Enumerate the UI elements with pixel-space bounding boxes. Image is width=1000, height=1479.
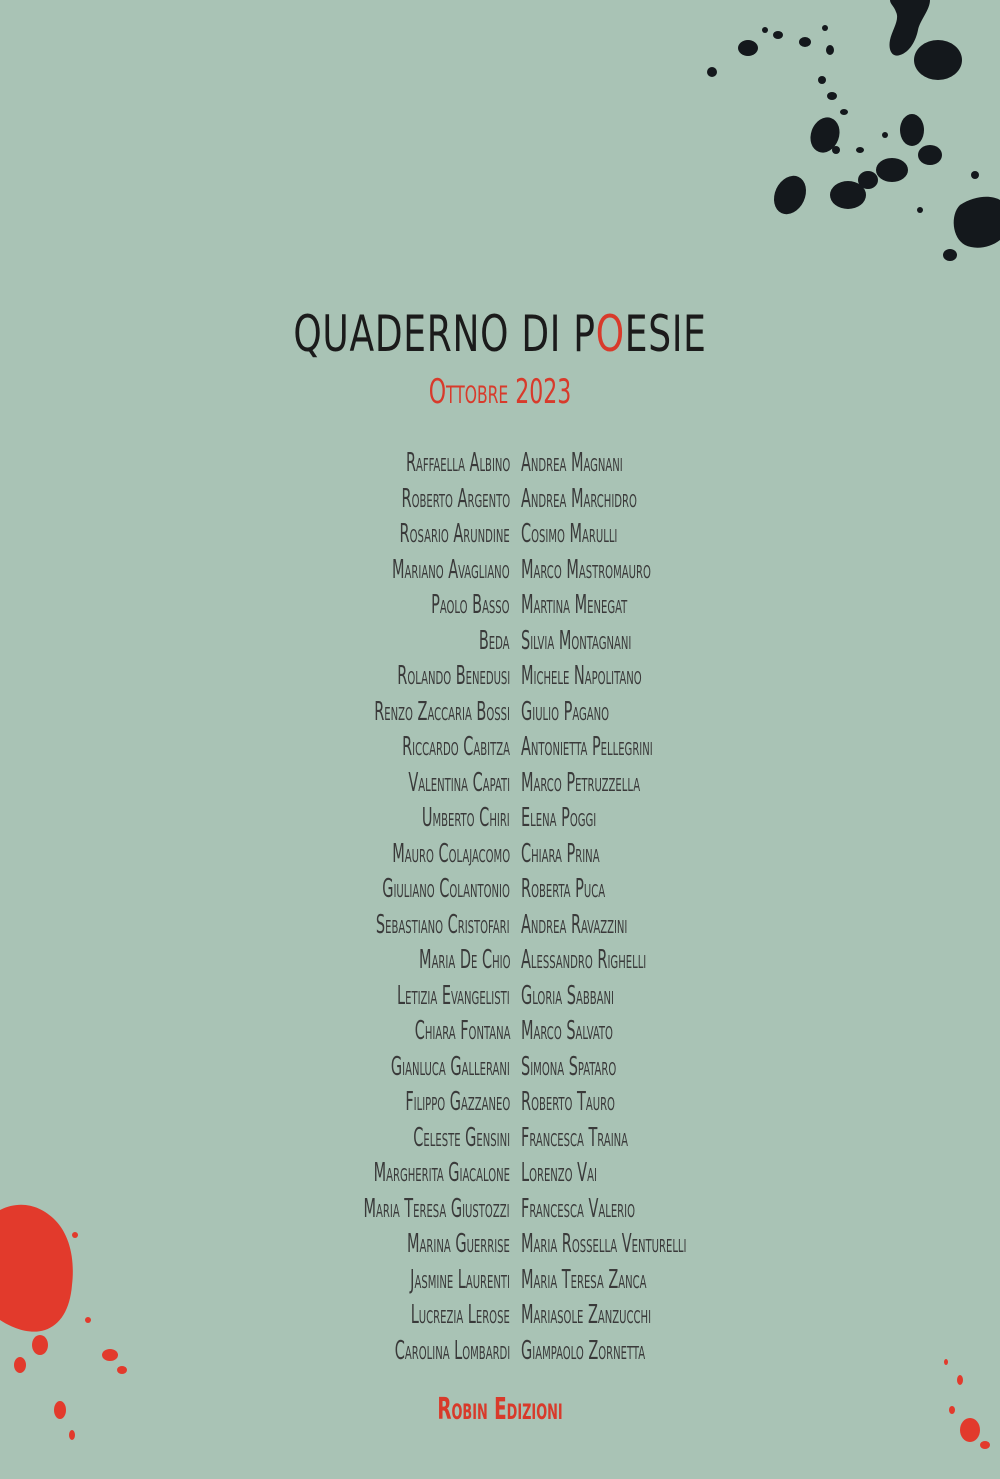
author-name-right: Chiara Prina	[521, 838, 600, 869]
author-name-right: Alessandro Righelli	[521, 945, 647, 975]
author-row	[0, 517, 1000, 552]
author-name-left: Maria Teresa Giustozzi	[363, 1193, 510, 1224]
author-name-left: Riccardo Cabitza	[402, 732, 510, 762]
author-name-left: Gianluca Gallerani	[391, 1051, 510, 1082]
author-name-left: Chiara Fontana	[414, 1016, 510, 1046]
author-list	[0, 446, 1000, 1371]
book-title	[140, 296, 860, 372]
author-row	[0, 943, 1000, 978]
title-main: QUADERNO DI P	[293, 305, 596, 363]
author-name-left: Celeste Gensini	[413, 1122, 510, 1153]
author-row	[0, 1085, 1000, 1120]
author-name-left: Rolando Benedusi	[396, 661, 510, 691]
author-name-right: Francesca Valerio	[521, 1193, 636, 1224]
author-name-right: Marco Salvato	[521, 1016, 613, 1046]
author-row	[0, 1334, 1000, 1369]
title-end: ESIE	[624, 305, 707, 363]
publisher-name: Robin Edizioni	[437, 1392, 563, 1427]
author-row	[0, 659, 1000, 694]
author-name-left: Marina Guerrise	[407, 1229, 510, 1259]
author-row	[0, 624, 1000, 659]
author-row	[0, 482, 1000, 517]
author-row	[0, 1227, 1000, 1262]
author-name-right: Antonietta Pellegrini	[521, 732, 653, 762]
author-row	[0, 446, 1000, 481]
author-name-left: Jasmine Laurenti	[410, 1264, 510, 1295]
author-name-left: Umberto Chiri	[422, 803, 510, 833]
author-row	[0, 1263, 1000, 1298]
author-name-right: Elena Poggi	[521, 803, 597, 833]
author-row	[0, 553, 1000, 588]
author-row	[0, 588, 1000, 623]
author-name-left: Carolina Lombardi	[394, 1335, 510, 1366]
author-name-right: Andrea Magnani	[521, 448, 623, 478]
author-name-right: Cosimo Marulli	[521, 519, 618, 549]
author-row	[0, 695, 1000, 730]
author-name-left: Rosario Arundine	[399, 519, 510, 549]
author-row	[0, 1192, 1000, 1227]
author-row	[0, 1014, 1000, 1049]
author-row	[0, 801, 1000, 836]
author-name-right: Maria Teresa Zanca	[521, 1264, 647, 1295]
author-name-left: Roberto Argento	[401, 483, 510, 514]
author-name-right: Giulio Pagano	[521, 696, 610, 727]
author-name-right: Michele Napolitano	[521, 661, 642, 691]
author-name-left: Letizia Evangelisti	[397, 980, 510, 1011]
author-name-left: Beda	[479, 625, 510, 656]
author-name-right: Mariasole Zanzucchi	[521, 1300, 652, 1330]
author-row	[0, 1050, 1000, 1085]
author-row	[0, 766, 1000, 801]
author-name-right: Giampaolo Zornetta	[521, 1335, 646, 1366]
author-name-right: Francesca Traina	[521, 1122, 629, 1153]
author-name-right: Andrea Marchidro	[521, 483, 637, 514]
author-name-right: Maria Rossella Venturelli	[521, 1229, 687, 1259]
author-row	[0, 1298, 1000, 1333]
author-name-left: Renzo Zaccaria Bossi	[374, 696, 510, 727]
author-name-left: Margherita Giacalone	[373, 1158, 510, 1188]
author-name-right: Marco Petruzzella	[521, 767, 641, 798]
author-row	[0, 837, 1000, 872]
author-name-right: Marco Mastromauro	[521, 554, 651, 585]
author-name-right: Gloria Sabbani	[521, 980, 614, 1011]
edition-date: Ottobre 2023	[428, 372, 572, 412]
author-name-right: Roberta Puca	[521, 874, 606, 904]
author-name-left: Maria De Chio	[418, 945, 510, 975]
author-name-left: Raffaella Albino	[405, 448, 510, 478]
author-name-right: Andrea Ravazzini	[521, 909, 628, 940]
author-name-left: Paolo Basso	[431, 590, 510, 620]
author-name-left: Mauro Colajacomo	[392, 838, 510, 869]
author-row	[0, 1121, 1000, 1156]
author-row	[0, 1156, 1000, 1191]
author-name-right: Lorenzo Vai	[521, 1158, 597, 1188]
author-name-right: Simona Spataro	[521, 1051, 617, 1082]
ink-splatter-decoration	[600, 0, 1000, 290]
author-name-left: Mariano Avagliano	[392, 554, 510, 585]
author-name-right: Martina Menegat	[521, 590, 628, 620]
author-name-left: Valentina Capati	[408, 767, 510, 798]
author-row	[0, 730, 1000, 765]
author-name-right: Silvia Montagnani	[521, 625, 632, 656]
author-row	[0, 908, 1000, 943]
author-name-left: Lucrezia Lerose	[410, 1300, 510, 1330]
title-accent-letter: O	[595, 305, 625, 363]
author-row	[0, 872, 1000, 907]
author-name-left: Filippo Gazzaneo	[405, 1087, 510, 1117]
author-name-left: Sebastiano Cristofari	[376, 909, 510, 940]
author-name-left: Giuliano Colantonio	[382, 874, 510, 904]
author-row	[0, 979, 1000, 1014]
author-name-right: Roberto Tauro	[521, 1087, 615, 1117]
